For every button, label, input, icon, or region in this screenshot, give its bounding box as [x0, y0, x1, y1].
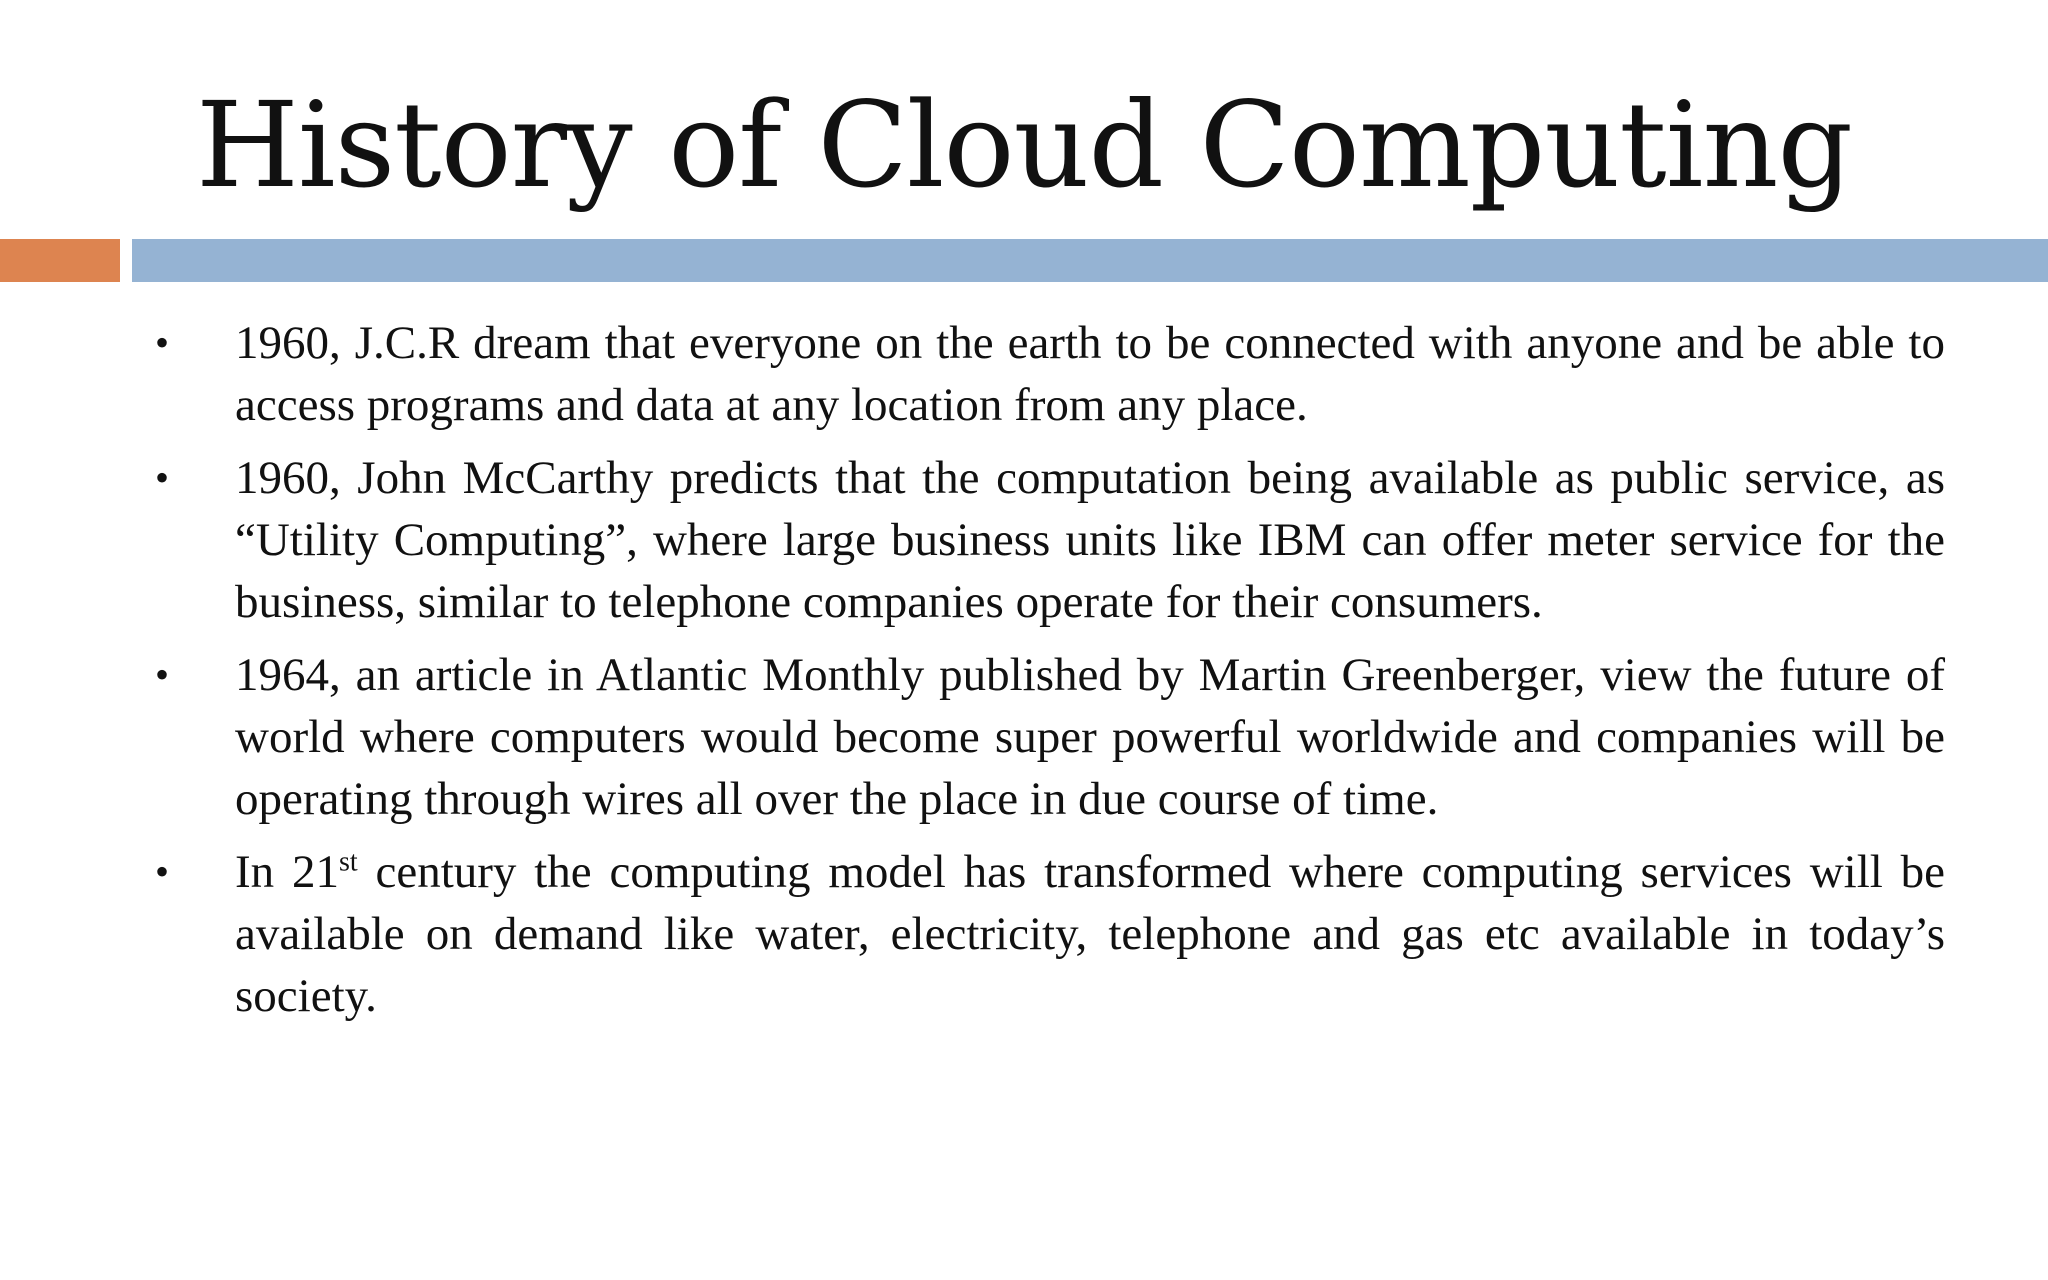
bullet-text: 1960, J.C.R dream that everyone on the earth to be connected with anyone and be able to access programs and data at any location from any place. [235, 317, 1945, 431]
accent-bar-blue [132, 239, 2048, 282]
bullet-icon: • [155, 320, 170, 365]
bullet-text-rest: century the computing model has transformed where computing services will be available on demand like water, electricity, telephone and gas etc available in today’s society. [235, 846, 1946, 1022]
bullet-text: 1960, John McCarthy predicts that the computation being available as public service, as “Utility Computing”, where large business units like IBM can offer meter service for the business, similar to telephone companies operate for their consumers. [235, 452, 1945, 628]
bullet-item [155, 447, 1945, 633]
accent-bar-orange [0, 239, 120, 282]
slide-title: History of Cloud Computing [195, 76, 1853, 214]
bullet-icon: • [155, 652, 170, 697]
bullet-icon: • [155, 455, 170, 500]
bullet-text-start: In 21 [235, 846, 339, 898]
bullet-text [235, 846, 1945, 1022]
bullet-item [155, 841, 1945, 1027]
bullet-item [155, 312, 1945, 436]
bullet-item [155, 644, 1945, 830]
bullet-icon: • [155, 849, 170, 894]
ordinal-superscript: st [338, 846, 358, 878]
bullet-text: 1964, an article in Atlantic Monthly published by Martin Greenberger, view the future of world where computers would become super powerful worldwide and companies will be operating through wires all over the place in due course of time. [235, 649, 1945, 825]
bullet-list [155, 312, 1945, 1038]
